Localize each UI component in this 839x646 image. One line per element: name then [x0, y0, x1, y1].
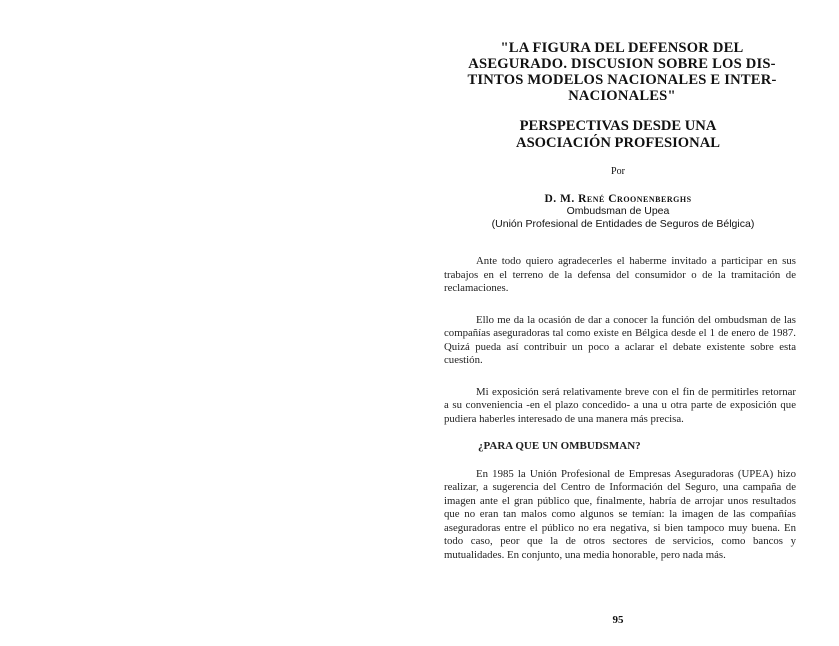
subtitle-line: ASOCIACIÓN PROFESIONAL — [516, 135, 720, 151]
affiliation-organization: (Unión Profesional de Entidades de Seguros de Bélgica) — [491, 218, 755, 230]
title-line: "LA FIGURA DEL DEFENSOR DEL — [500, 40, 744, 56]
title-line: ASEGURADO. DISCUSION SOBRE LOS DIS- — [468, 56, 776, 72]
right-page — [440, 40, 796, 640]
article-title — [446, 40, 798, 104]
article-body — [444, 255, 796, 562]
body-paragraph: Mi exposición será relativamente breve con el fin de permitirles retornar a su conveniencia -en el plazo concedido- a una u otra parte de exposición que pudiera haberles interesado de una manera más precisa. — [444, 385, 796, 425]
page-number: 95 — [612, 614, 624, 626]
title-line: NACIONALES" — [568, 88, 676, 104]
section-paragraph: En 1985 la Unión Profesional de Empresas Aseguradoras (UPEA) hizo realizar, a sugerencia del Centro de Información del Seguro, una campaña de imagen ante el gran público que, finalmente, habría de arrojar unos resultados que no eran tan malos como algunos se temían: la imagen de las compañías aseguradoras entre el público no era negativa, si bien tampoco muy buena. En todo caso, peor que la de otros sectores de servicios, como bancos y mutualidades. En conjunto, una media honorable, pero nada más. — [444, 467, 796, 561]
body-paragraph: Ante todo quiero agradecerles el haberme invitado a participar en sus trabajos en el terreno de la defensa del consumidor o de la tramitación de reclamaciones. — [444, 255, 796, 294]
author-affiliation — [440, 205, 796, 231]
article-subtitle — [440, 118, 796, 152]
body-paragraph: Ello me da la ocasión de dar a conocer la función del ombudsman de las compañías aseguradoras tal como existe en Bélgica desde el 1 de enero de 1987. Quizá pueda así contribuir un poco a aclarar el debate existente sobre esta cuestión. — [444, 313, 796, 366]
byline-por: Por — [611, 166, 625, 177]
affiliation-role: Ombudsman de Upea — [566, 205, 670, 217]
section-heading: ¿PARA QUE UN OMBUDSMAN? — [478, 440, 641, 452]
author-name: D. M. René Croonenberghs — [544, 193, 692, 205]
title-line: TINTOS MODELOS NACIONALES E INTER- — [467, 72, 777, 88]
subtitle-line: PERSPECTIVAS DESDE UNA — [519, 118, 717, 134]
